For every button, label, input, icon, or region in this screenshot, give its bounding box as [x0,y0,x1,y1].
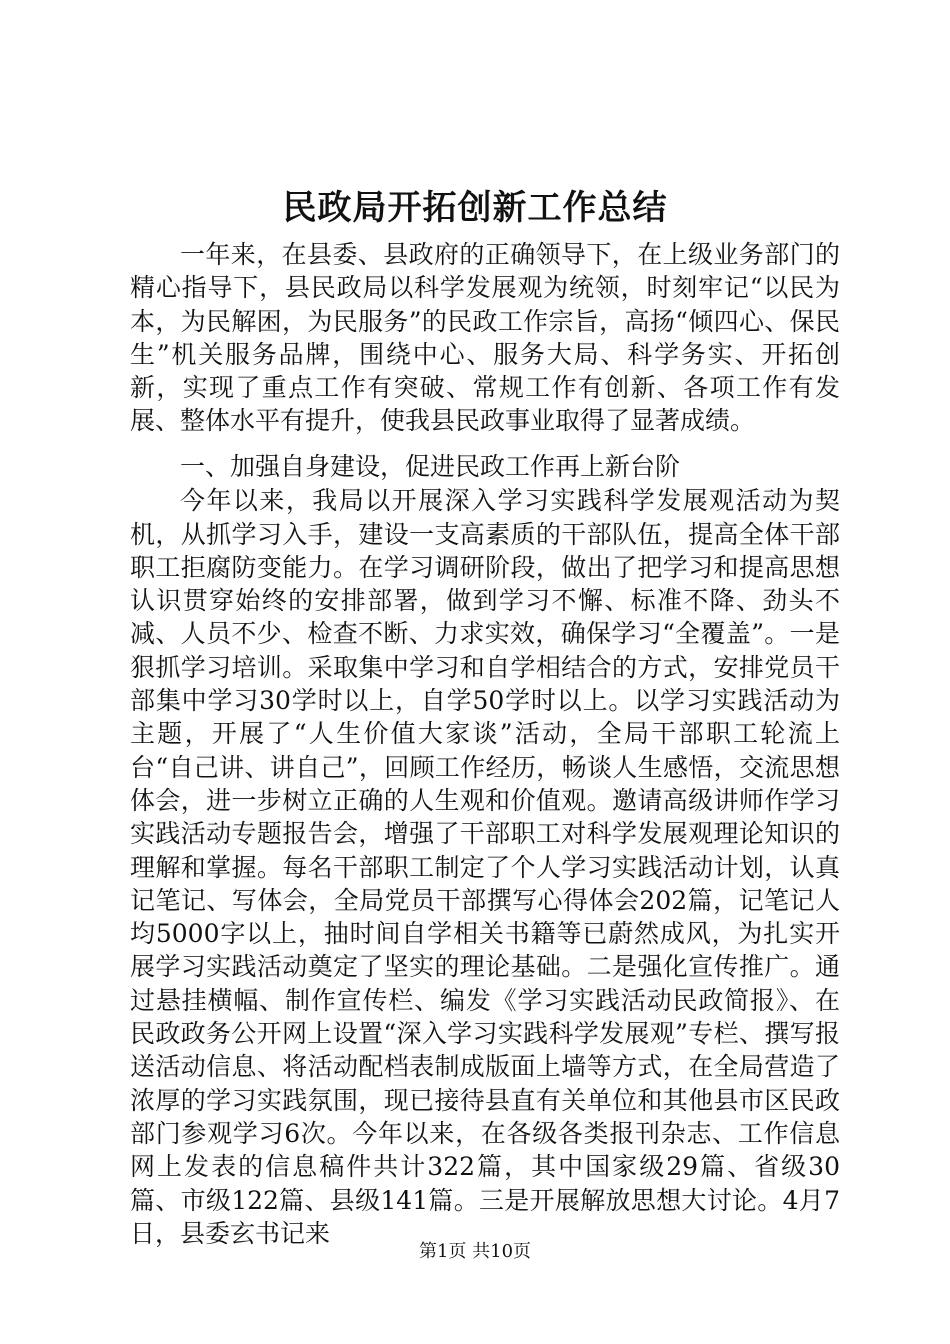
section-1-heading: 一、加强自身建设，促进民政工作再上新台阶 [180,452,681,481]
intro-block [130,238,840,438]
page-footer: 第1页 共10页 [418,1241,532,1262]
document-title: 民政局开拓创新工作总结 [282,188,668,228]
intro-paragraph: 一年来，在县委、县政府的正确领导下，在上级业务部门的精心指导下，县民政局以科学发展观为统领，时刻牢记“以民为本，为民解困，为民服务”的民政工作宗旨，高扬“倾四心、保民生”机关服务品牌，围绕中心、服务大局、科学务实、开拓创新，实现了重点工作有突破、常规工作有创新、各项工作有发展、整体水平有提升，使我县民政事业取得了显著成绩。 [130,240,840,436]
section-1-paragraph: 今年以来，我局以开展深入学习实践科学发展观活动为契机，从抓学习入手，建设一支高素质的干部队伍，提高全体干部职工拒腐防变能力。在学习调研阶段，做出了把学习和提高思想认识贯穿始终的安排部署，做到学习不懈、标准不降、劲头不减、人员不少、检查不断、力求实效，确保学习“全覆盖”。一是狠抓学习培训。采取集中学习和自学相结合的方式，安排党员干部集中学习30学时以上，自学50学时以上。以学习实践活动为主题，开展了“人生价值大家谈”活动，全局干部职工轮流上台“自己讲、讲自己”，回顾工作经历，畅谈人生感悟，交流思想体会，进一步树立正确的人生观和价值观。邀请高级讲师作学习实践活动专题报告会，增强了干部职工对科学发展观理论知识的理解和掌握。每名干部职工制定了个人学习实践活动计划，认真记笔记、写体会，全局党员干部撰写心得体会202篇，记笔记人均5000字以上，抽时间自学相关书籍等已蔚然成风，为扎实开展学习实践活动奠定了坚实的理论基础。二是强化宣传推广。通过悬挂横幅、制作宣传栏、编发《学习实践活动民政简报》、在民政政务公开网上设置“深入学习实践科学发展观”专栏、撰写报送活动信息、将活动配档表制成版面上墙等方式，在全局营造了浓厚的学习实践氛围，现已接待县直有关单位和其他县市区民政部门参观学习6次。今年以来，在各级各类报刊杂志、工作信息网上发表的信息稿件共计322篇，其中国家级29篇、省级30篇、市级122篇、县级141篇。三是开展解放思想大讨论。4月7日，县委玄书记来 [130,486,840,1248]
section-1 [130,450,840,1250]
